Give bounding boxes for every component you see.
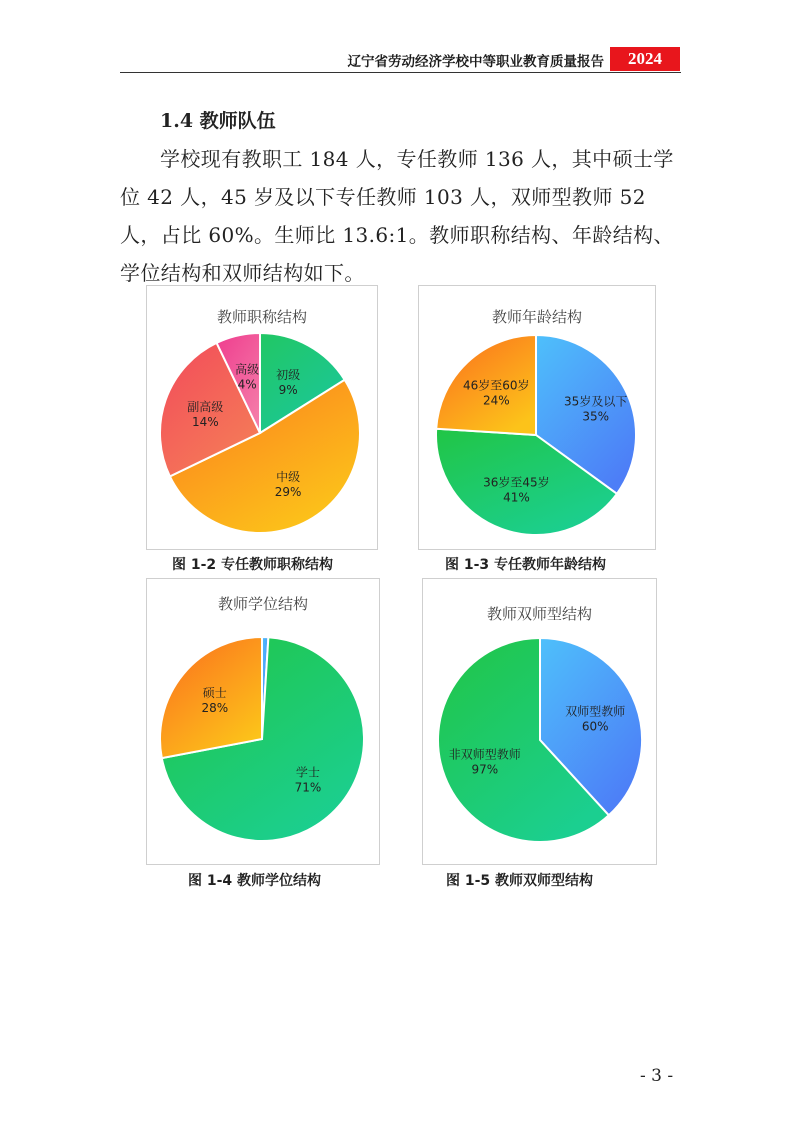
year-badge: 2024 [610,47,680,71]
chart-title: 教师双师型结构 [486,605,592,623]
dual-teacher-chart [422,578,657,865]
slice-label: 学士 [295,765,320,780]
pie-svg [423,579,656,864]
slice-value-label: 9% [278,383,298,398]
slice-label: 46岁至60岁 [463,378,530,393]
slice-value-label: 97% [471,762,499,777]
slice-value-label: 28% [201,701,229,715]
pie-svg [147,579,379,864]
slice-value-label: 41% [503,490,530,505]
slice-label: 非双师型教师 [448,747,521,762]
slice-label: 硕士 [202,686,227,700]
age-structure-chart [418,285,656,550]
chart-title: 教师年龄结构 [491,308,582,326]
slice-label: 36岁至45岁 [483,475,550,490]
slice-label: 初级 [276,368,301,383]
slice-value-label: 4% [237,377,257,392]
slice-label: 35岁及以下 [564,394,628,409]
slice-label: 高级 [235,362,260,377]
pie-svg [419,286,655,549]
slice-label: 副高级 [187,399,224,414]
pie-svg [147,286,377,549]
figure-caption: 图 1-4 教师学位结构 [188,873,322,889]
figure-caption: 图 1-2 专任教师职称结构 [172,557,334,573]
slice-value-label: 14% [191,414,219,429]
slice-value-label: 24% [482,393,510,408]
header-divider [120,72,681,73]
title-structure-chart [146,285,378,550]
slice-value-label: 29% [274,484,302,499]
section-paragraph: 学校现有教职工 184 人，专任教师 136 人，其中硕士学位 42 人，45 岁及以下专任教师 103 人，双师型教师 52 人，占比 60%。生师比 13.6:1。教师职称结构、年龄结构、学位结构和双师结构如下。 [120,147,674,285]
slice-value-label: 60% [581,719,609,734]
chart-title: 教师职称结构 [216,308,307,326]
slice-label: 中级 [276,469,301,484]
degree-structure-chart [146,578,380,865]
slice-value-label: 71% [294,780,322,795]
page-number: - 3 - [640,1066,674,1086]
report-title: 辽宁省劳动经济学校中等职业教育质量报告 [347,54,604,70]
slice-label: 双师型教师 [565,704,626,719]
figure-caption: 图 1-5 教师双师型结构 [446,873,594,889]
chart-title: 教师学位结构 [217,595,308,613]
figure-caption: 图 1-3 专任教师年龄结构 [445,557,607,573]
slice-value-label [242,579,261,581]
section-title: 1.4 教师队伍 [160,110,276,132]
slice-value-label: 35% [582,409,610,424]
